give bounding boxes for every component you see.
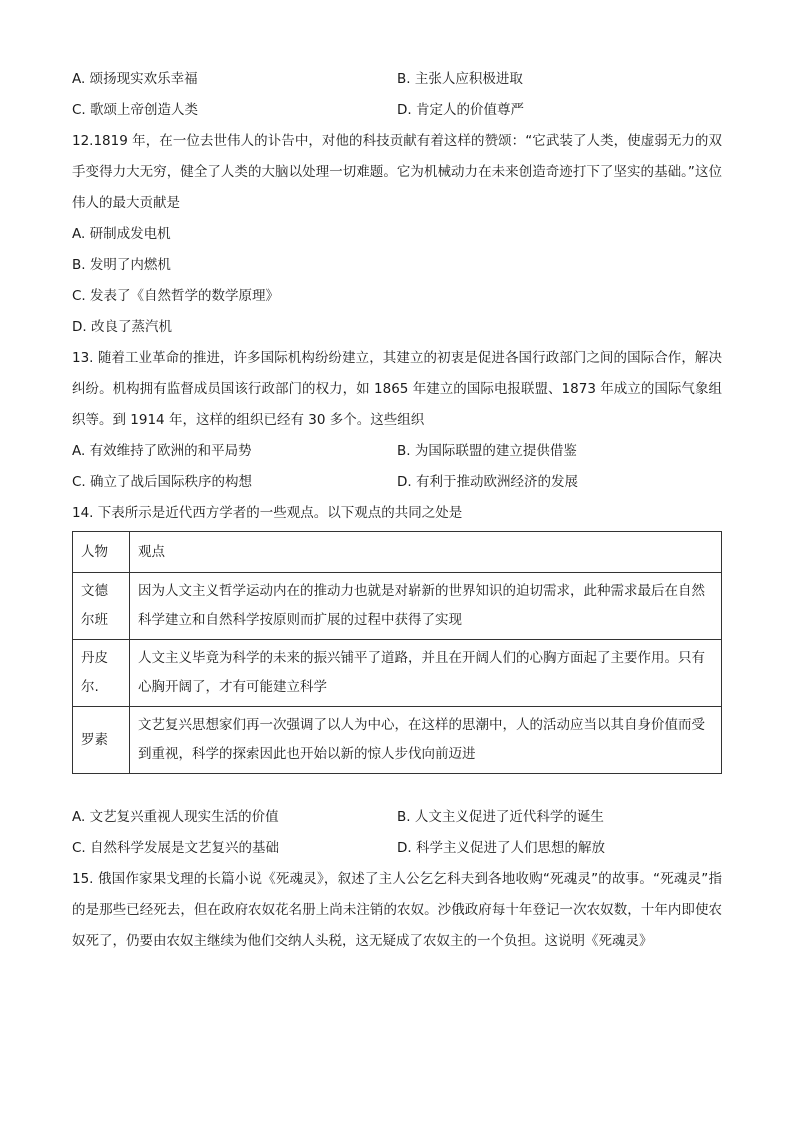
q12-option-d[interactable]: D. 改良了蒸汽机 bbox=[72, 319, 172, 335]
q14-options-row-1 bbox=[72, 802, 722, 833]
table-row bbox=[73, 640, 722, 707]
q13-option-a[interactable]: A. 有效维持了欧洲的和平局势 bbox=[72, 443, 252, 459]
q14-options-row-2 bbox=[72, 833, 722, 864]
q14-option-a[interactable]: A. 文艺复兴重视人现实生活的价值 bbox=[72, 809, 279, 825]
table-row bbox=[73, 573, 722, 640]
q11-option-c[interactable]: C. 歌颂上帝创造人类 bbox=[72, 102, 199, 118]
exam-page bbox=[72, 64, 722, 957]
q11-option-a[interactable]: A. 颂扬现实欢乐幸福 bbox=[72, 71, 198, 87]
q11-option-b[interactable]: B. 主张人应积极进取 bbox=[397, 71, 523, 87]
q11-options-row-2 bbox=[72, 95, 722, 126]
table-cell-person: 文德尔班 bbox=[73, 573, 130, 640]
table-cell-view: 因为人文主义哲学运动内在的推动力也就是对崭新的世界知识的迫切需求，此种需求最后在自然科学建立和自然科学按原则而扩展的过程中获得了实现 bbox=[130, 573, 722, 640]
q14-table-wrapper bbox=[72, 531, 722, 774]
q14-option-c[interactable]: C. 自然科学发展是文艺复兴的基础 bbox=[72, 840, 280, 856]
q11-option-d[interactable]: D. 肯定人的价值尊严 bbox=[397, 102, 524, 118]
spacer bbox=[72, 774, 722, 802]
table-header-row bbox=[73, 532, 722, 573]
q12-option-a[interactable]: A. 研制成发电机 bbox=[72, 226, 171, 242]
q12-option-c[interactable]: C. 发表了《自然哲学的数学原理》 bbox=[72, 288, 280, 304]
q13-options-row-2 bbox=[72, 467, 722, 498]
table-row bbox=[73, 707, 722, 774]
table-cell-view: 人文主义毕竟为科学的未来的振兴铺平了道路，并且在开阔人们的心胸方面起了主要作用。只有心胸开阔了，才有可能建立科学 bbox=[130, 640, 722, 707]
q12-stem: 12.1819 年，在一位去世伟人的讣告中，对他的科技贡献有着这样的赞颂：“它武装了人类，使虚弱无力的双手变得力大无穷，健全了人类的大脑以处理一切难题。它为机械动力在未来创造奇迹打下了坚实的基础。”这位伟人的最大贡献是 bbox=[72, 133, 722, 211]
q14-table bbox=[72, 531, 722, 774]
table-cell-person: 丹皮尔. bbox=[73, 640, 130, 707]
q15-stem: 15. 俄国作家果戈理的长篇小说《死魂灵》，叙述了主人公乞乞科夫到各地收购“死魂灵”的故事。“死魂灵”指的是那些已经死去，但在政府农奴花名册上尚未注销的农奴。沙俄政府每十年登记一次农奴数，十年内即使农奴死了，仍要由农奴主继续为他们交纳人头税，这无疑成了农奴主的一个负担。这说明《死魂灵》 bbox=[72, 871, 722, 949]
table-cell-view: 文艺复兴思想家们再一次强调了以人为中心，在这样的思潮中，人的活动应当以其自身价值而受到重视，科学的探索因此也开始以新的惊人步伐向前迈进 bbox=[130, 707, 722, 774]
q13-option-b[interactable]: B. 为国际联盟的建立提供借鉴 bbox=[397, 443, 577, 459]
q13-option-d[interactable]: D. 有利于推动欧洲经济的发展 bbox=[397, 474, 578, 490]
q14-option-b[interactable]: B. 人文主义促进了近代科学的诞生 bbox=[397, 809, 604, 825]
q13-option-c[interactable]: C. 确立了战后国际秩序的构想 bbox=[72, 474, 253, 490]
q11-options-row-1 bbox=[72, 64, 722, 95]
table-header-view: 观点 bbox=[130, 532, 722, 573]
q12-option-b[interactable]: B. 发明了内燃机 bbox=[72, 257, 171, 273]
table-header-person: 人物 bbox=[73, 532, 130, 573]
q14-option-d[interactable]: D. 科学主义促进了人们思想的解放 bbox=[397, 840, 605, 856]
q13-options-row-1 bbox=[72, 436, 722, 467]
q14-stem: 14. 下表所示是近代西方学者的一些观点。以下观点的共同之处是 bbox=[72, 505, 463, 521]
table-cell-person: 罗素 bbox=[73, 707, 130, 774]
q13-stem: 13. 随着工业革命的推进，许多国际机构纷纷建立，其建立的初衷是促进各国行政部门之间的国际合作，解决纠纷。机构拥有监督成员国该行政部门的权力，如 1865 年建立的国际电报联盟、1873 年成立的国际气象组织等。到 1914 年，这样的组织已经有 30 多个。这些组织 bbox=[72, 350, 722, 428]
